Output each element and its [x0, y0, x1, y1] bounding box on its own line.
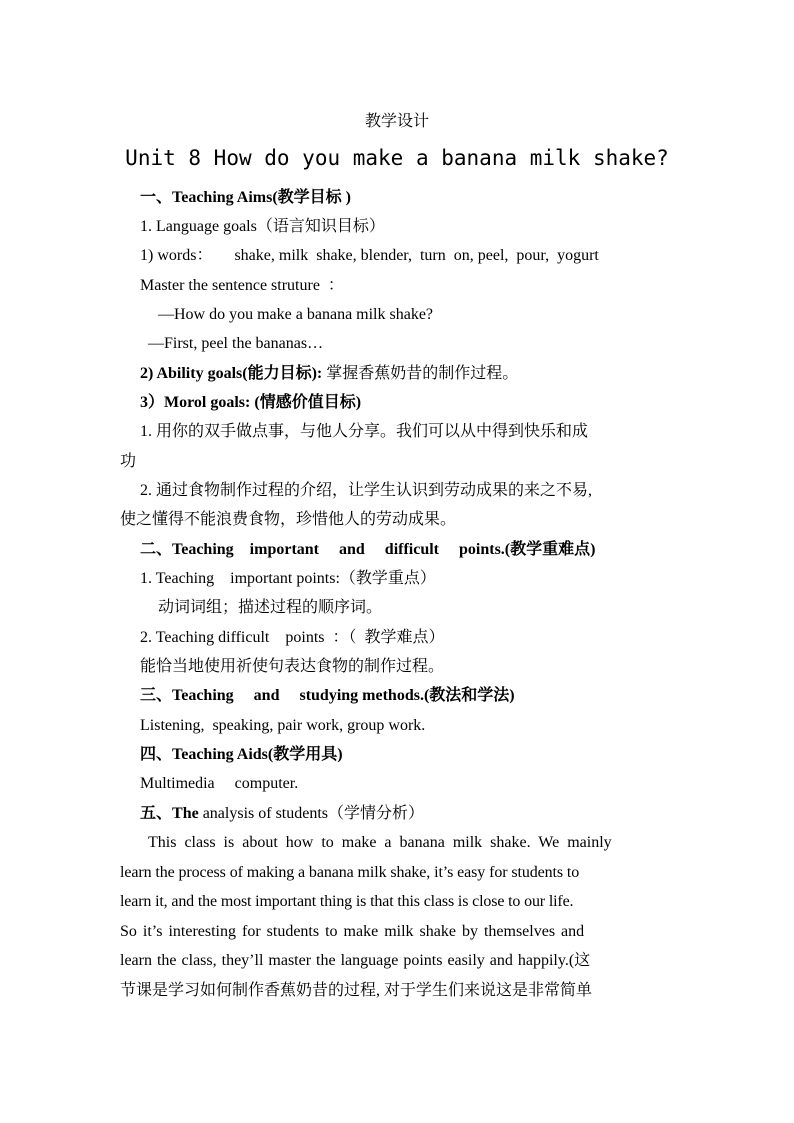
words-line: [140, 246, 599, 266]
important-points-label: 1. Teaching important points:（教学重点）: [140, 570, 436, 587]
section-title: Teaching Aims(教学目标 ): [172, 189, 351, 206]
ability-goals-label: 2) Ability goals(能力目标):: [140, 365, 323, 382]
paragraph-line: 节课是学习如何制作香蕉奶昔的过程, 对于学生们来说这是非常简单: [120, 981, 593, 999]
section-heading-aims: [140, 188, 351, 208]
moral-goal-2: 2. 通过食物制作过程的介绍，让学生认识到劳动成果的来之不易,: [140, 482, 593, 499]
example-answer: —First, peel the bananas…: [148, 335, 324, 352]
paragraph-line: learn the process of making a banana milk shake, it’s easy for students to: [120, 863, 580, 881]
section-title: Teaching Aids(教学用具): [172, 746, 343, 763]
section-heading-aids: [140, 745, 343, 765]
paragraph-line: This class is about how to make a banana milk shake. We mainly: [148, 834, 612, 851]
ability-goals-text: 掌握香蕉奶昔的制作过程。: [322, 365, 519, 382]
section-heading-analysis: [140, 804, 424, 824]
section-title: Teaching important and difficult points.(教学重难点): [172, 541, 596, 558]
paragraph-line: learn the class, they’ll master the language points easily and happily.(这: [120, 952, 591, 969]
section-number: 四、: [140, 746, 173, 763]
aids-text: Multimedia computer.: [140, 775, 299, 792]
moral-goals-label: 3）Morol goals:: [140, 394, 251, 411]
paragraph-line: So it’s interesting for students to make milk shake by themselves and: [120, 922, 585, 940]
moral-goal-2-cont: 使之懂得不能浪费食物，珍惜他人的劳动成果。: [120, 511, 457, 528]
moral-goal-1-cont: 功: [120, 453, 137, 470]
moral-goals-line: [140, 393, 361, 413]
page-title: Unit 8 How do you make a banana milk shake?: [125, 146, 669, 170]
moral-goal-1: 1. 用你的双手做点事，与他人分享。我们可以从中得到快乐和成: [140, 423, 589, 440]
section-number: 一、: [140, 189, 173, 206]
section-number: 五、: [140, 805, 173, 822]
structure-label: Master the sentence struture ：: [140, 277, 344, 294]
words-label: 1) words：: [140, 247, 213, 264]
difficult-points-text: 能恰当地使用祈使句表达食物的制作过程。: [140, 658, 445, 675]
section-number: 二、: [140, 541, 173, 558]
section-number: 三、: [140, 687, 173, 704]
difficult-points-label: 2. Teaching difficult points ：（ 教学难点）: [140, 629, 445, 646]
ability-goals-line: [140, 364, 518, 384]
section-title-bold: The: [172, 805, 199, 822]
section-title-rest: analysis of students（学情分析）: [198, 805, 425, 822]
example-question: —How do you make a banana milk shake?: [158, 306, 434, 323]
section-heading-points: [140, 540, 595, 560]
words-list: shake, milk shake, blender, turn on, peel, pour, yogurt: [234, 247, 599, 264]
paragraph-line: learn it, and the most important thing is that this class is close to our life.: [120, 893, 574, 910]
methods-text: Listening, speaking, pair work, group work.: [140, 717, 426, 734]
analysis-paragraph: [120, 828, 674, 1005]
section-title: Teaching and studying methods.(教法和学法): [172, 687, 515, 704]
moral-goals-sub: (情感价值目标): [250, 394, 362, 411]
important-points-text: 动词词组；描述过程的顺序词。: [158, 599, 383, 616]
language-goals-label: 1. Language goals（语言知识目标）: [140, 218, 385, 235]
document-caption: 教学设计: [364, 113, 429, 130]
section-heading-methods: [140, 686, 515, 706]
